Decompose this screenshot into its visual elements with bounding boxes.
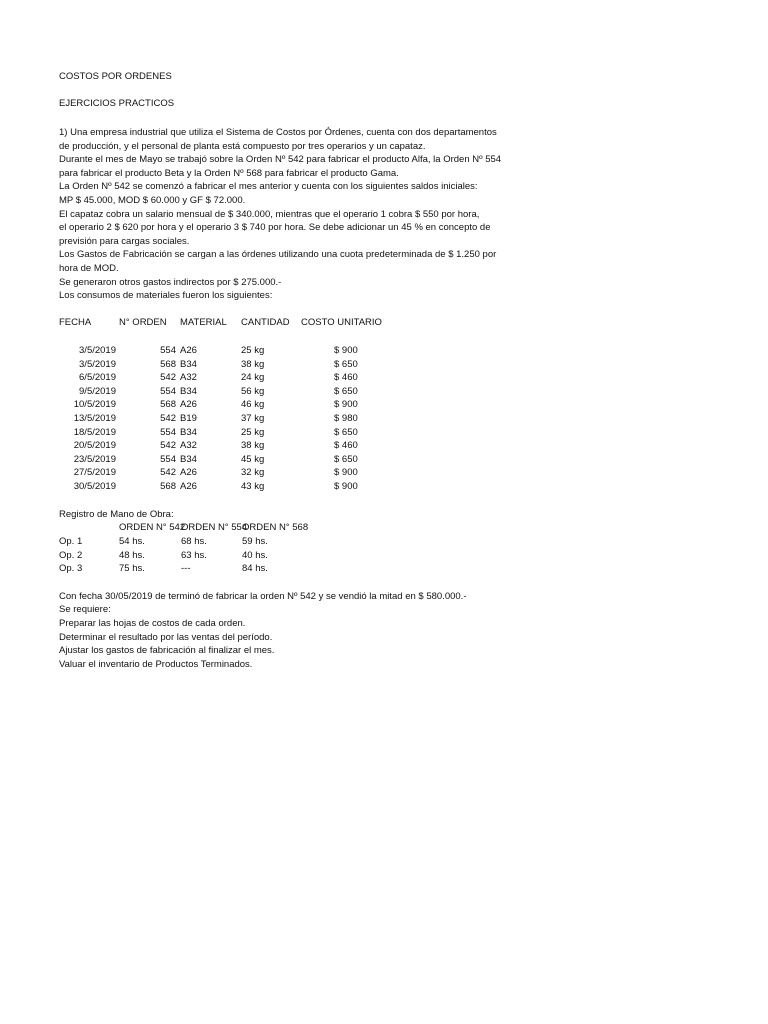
cell-costo-unitario: $ 900	[334, 399, 358, 411]
cell-fecha: 10/5/2019	[73, 399, 116, 411]
problem-line: el operario 2 $ 620 por hora y el operario 3 $ 740 por hora. Se debe adicionar un 45 % en concepto de	[59, 222, 491, 233]
labor-hours-554: ---	[181, 563, 191, 575]
problem-line: previsión para cargas sociales.	[59, 236, 190, 247]
problem-line: Se generaron otros gastos indirectos por $ 275.000.-	[59, 277, 282, 288]
column-header-fecha: FECHA	[59, 317, 92, 328]
cell-cantidad: 46 kg	[241, 399, 265, 411]
labor-hours-542: 54 hs.	[119, 536, 145, 547]
labor-operator: Op. 3	[59, 563, 83, 575]
cell-cantidad: 25 kg	[241, 426, 265, 438]
labor-hours-568: 59 hs.	[242, 536, 268, 547]
labor-hours-542: 75 hs.	[119, 563, 145, 575]
cell-orden: 542	[160, 440, 176, 452]
cell-costo-unitario: $ 650	[334, 385, 358, 397]
cell-cantidad: 25 kg	[241, 345, 265, 356]
document-subtitle: EJERCICIOS PRACTICOS	[59, 98, 175, 109]
cell-fecha: 9/5/2019	[79, 385, 116, 397]
problem-line: de producción, y el personal de planta está compuesto por tres operarios y un capataz.	[59, 141, 426, 152]
closing-line: Ajustar los gastos de fabricación al finalizar el mes.	[59, 645, 275, 656]
closing-line: Valuar el inventario de Productos Terminados.	[59, 659, 253, 670]
problem-line: para fabricar el producto Beta y la Orden Nº 568 para fabricar el producto Gama.	[59, 168, 399, 179]
cell-costo-unitario: $ 650	[334, 453, 358, 465]
cell-cantidad: 43 kg	[241, 481, 265, 492]
closing-line: Se requiere:	[59, 604, 111, 615]
labor-title: Registro de Mano de Obra:	[59, 509, 174, 520]
closing-line: Preparar las hojas de costos de cada orden.	[59, 618, 246, 629]
problem-line: Los consumos de materiales fueron los siguientes:	[59, 290, 273, 301]
labor-hours-554: 68 hs.	[181, 536, 207, 547]
cell-costo-unitario: $ 900	[334, 345, 358, 356]
cell-orden: 542	[160, 372, 176, 384]
cell-orden: 554	[160, 426, 176, 438]
cell-cantidad: 32 kg	[241, 467, 265, 479]
problem-line: hora de MOD.	[59, 263, 119, 274]
column-header-orden: N° ORDEN	[119, 317, 167, 328]
cell-orden: 568	[160, 399, 176, 411]
labor-hours-568: 40 hs.	[242, 549, 268, 561]
cell-material: A26	[180, 481, 197, 492]
cell-material: B34	[180, 358, 197, 370]
labor-header-554: ORDEN N° 554	[181, 522, 248, 533]
cell-cantidad: 37 kg	[241, 413, 265, 424]
cell-fecha: 27/5/2019	[73, 467, 116, 479]
labor-header-542: ORDEN N° 542	[119, 522, 186, 533]
cell-fecha: 13/5/2019	[73, 413, 116, 424]
cell-costo-unitario: $ 650	[334, 358, 358, 370]
cell-cantidad: 56 kg	[241, 385, 265, 397]
cell-cantidad: 38 kg	[241, 358, 265, 370]
cell-fecha: 3/5/2019	[79, 345, 116, 356]
problem-line: 1) Una empresa industrial que utiliza el Sistema de Costos por Órdenes, cuenta con dos departamentos	[59, 127, 497, 138]
cell-cantidad: 45 kg	[241, 453, 265, 465]
problem-line: El capataz cobra un salario mensual de $ 340.000, mientras que el operario 1 cobra $ 550 por hora,	[59, 209, 480, 220]
labor-hours-542: 48 hs.	[119, 549, 145, 561]
cell-material: A26	[180, 345, 197, 356]
closing-line: Con fecha 30/05/2019 de terminó de fabricar la orden Nº 542 y se vendió la mitad en $ 580.000.-	[59, 591, 467, 602]
cell-costo-unitario: $ 900	[334, 481, 358, 492]
cell-orden: 542	[160, 467, 176, 479]
cell-material: A26	[180, 467, 197, 479]
cell-orden: 554	[160, 345, 176, 356]
cell-orden: 568	[160, 481, 176, 492]
cell-material: A32	[180, 372, 197, 384]
column-header-costo-unitario: COSTO UNITARIO	[301, 317, 382, 328]
column-header-cantidad: CANTIDAD	[241, 317, 290, 328]
cell-material: B34	[180, 385, 197, 397]
cell-fecha: 20/5/2019	[73, 440, 116, 452]
problem-line: La Orden Nº 542 se comenzó a fabricar el mes anterior y cuenta con los siguientes saldos iniciales:	[59, 181, 478, 192]
cell-cantidad: 24 kg	[241, 372, 265, 384]
labor-operator: Op. 1	[59, 536, 83, 547]
document-title: COSTOS POR ORDENES	[59, 71, 172, 82]
closing-line: Determinar el resultado por las ventas del período.	[59, 632, 273, 643]
problem-line: MP $ 45.000, MOD $ 60.000 y GF $ 72.000.	[59, 195, 246, 206]
cell-fecha: 30/5/2019	[73, 481, 116, 492]
labor-operator: Op. 2	[59, 549, 83, 561]
cell-material: B34	[180, 426, 197, 438]
cell-material: A26	[180, 399, 197, 411]
labor-header-568: ORDEN N° 568	[242, 522, 309, 533]
column-header-material: MATERIAL	[180, 317, 227, 328]
labor-hours-554: 63 hs.	[181, 549, 207, 561]
cell-material: B19	[180, 413, 197, 424]
cell-material: B34	[180, 453, 197, 465]
problem-line: Durante el mes de Mayo se trabajó sobre la Orden Nº 542 para fabricar el producto Alfa, la Orden Nº 554	[59, 154, 502, 165]
cell-fecha: 6/5/2019	[79, 372, 116, 384]
labor-hours-568: 84 hs.	[242, 563, 268, 575]
cell-costo-unitario: $ 460	[334, 372, 358, 384]
problem-line: Los Gastos de Fabricación se cargan a las órdenes utilizando una cuota predeterminada de $ 1.250 por	[59, 249, 497, 260]
cell-orden: 542	[160, 413, 176, 424]
cell-costo-unitario: $ 900	[334, 467, 358, 479]
cell-fecha: 18/5/2019	[73, 426, 116, 438]
cell-costo-unitario: $ 980	[334, 413, 358, 424]
cell-costo-unitario: $ 460	[334, 440, 358, 452]
cell-costo-unitario: $ 650	[334, 426, 358, 438]
cell-orden: 554	[160, 453, 176, 465]
cell-fecha: 23/5/2019	[73, 453, 116, 465]
cell-orden: 568	[160, 358, 176, 370]
cell-cantidad: 38 kg	[241, 440, 265, 452]
cell-orden: 554	[160, 385, 176, 397]
cell-material: A32	[180, 440, 197, 452]
cell-fecha: 3/5/2019	[79, 358, 116, 370]
